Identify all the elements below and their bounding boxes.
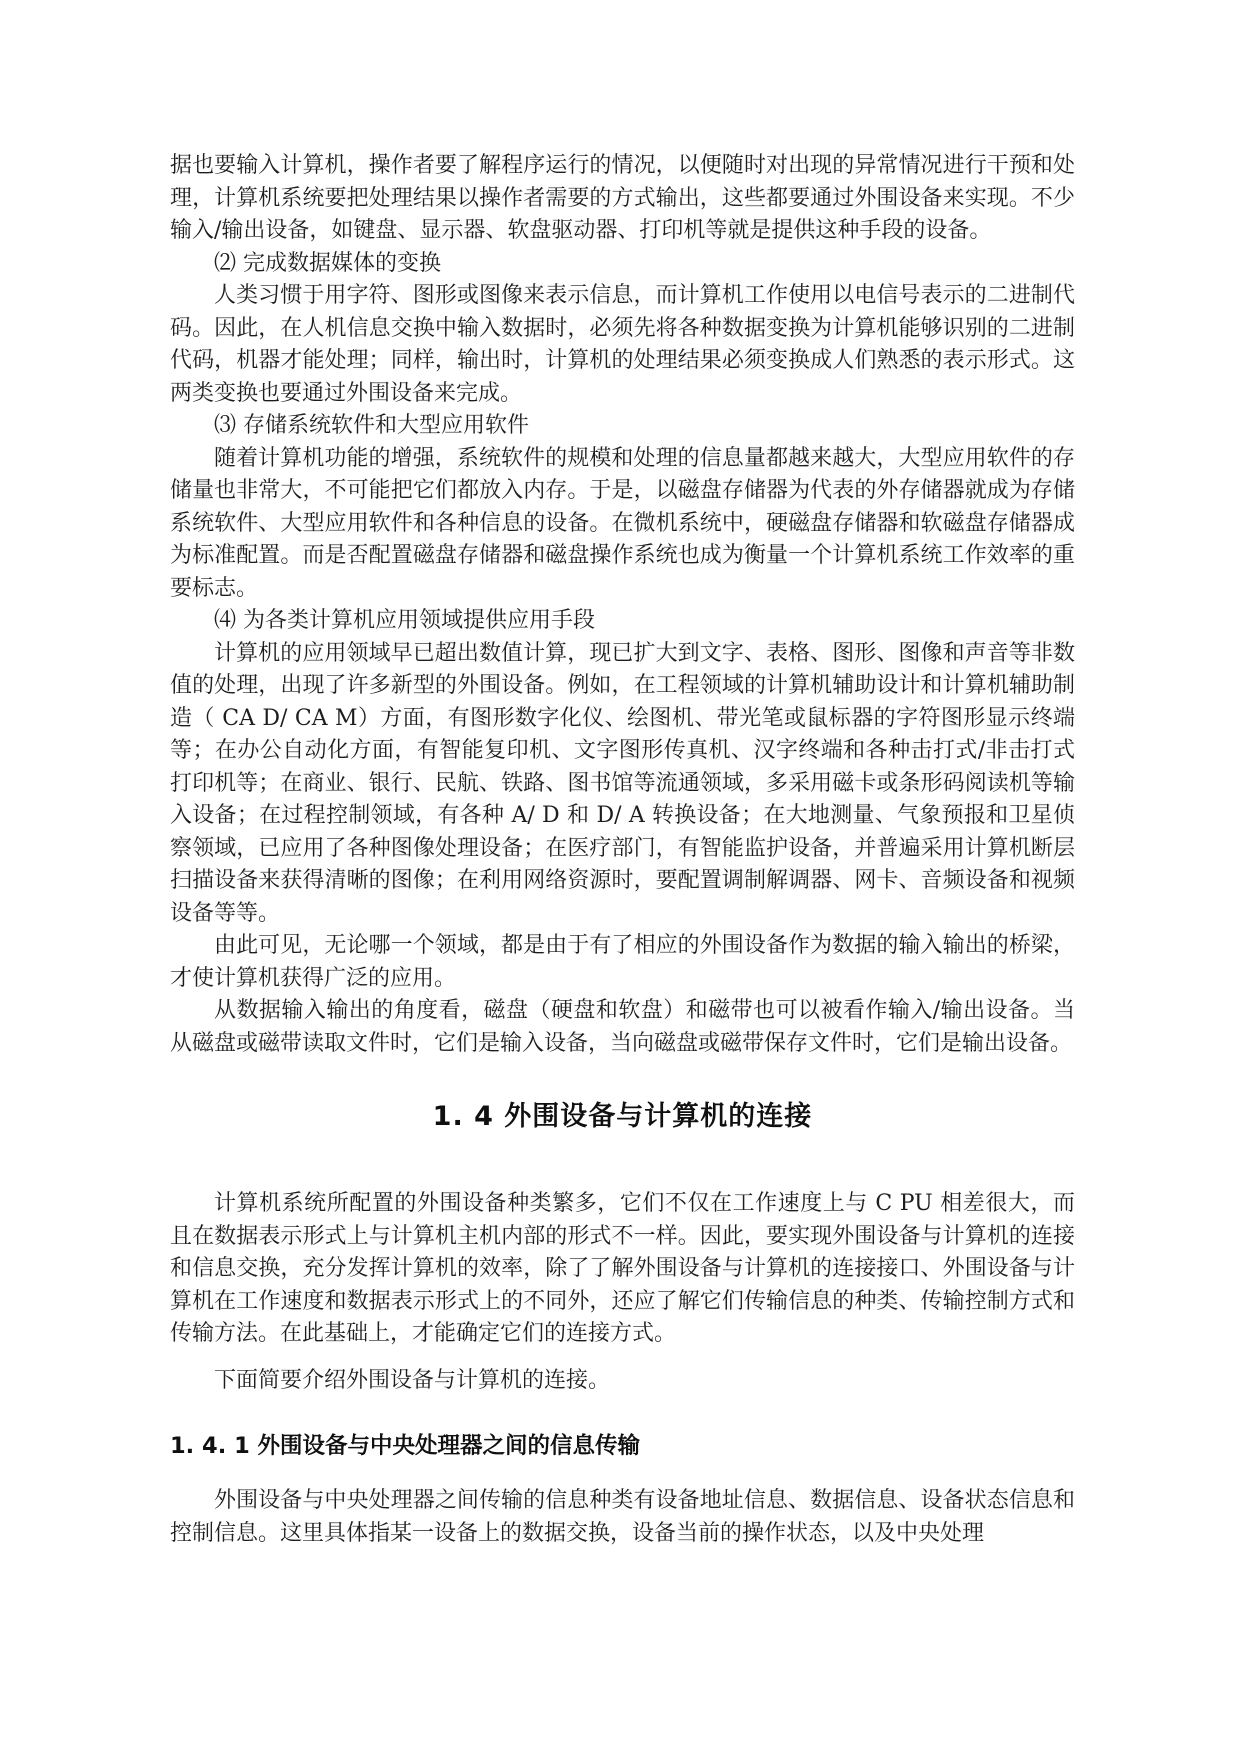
paragraph-section-intro: 计算机系统所配置的外围设备种类繁多，它们不仅在工作速度上与 C PU 相差很大，而且在数据表示形式上与计算机主机内部的形式不一样。因此，要实现外围设备与计算机的连接和信息交换，充分发挥计算机的效率，除了了解外围设备与计算机的连接接口、外围设备与计算机在工作速度和数据表示形式上的不同外，还应了解它们传输信息的种类、传输控制方式和传输方法。在此基础上，才能确定它们的连接方式。: [170, 1191, 1075, 1346]
paragraph-continuation: 据也要输入计算机，操作者要了解程序运行的情况，以便随时对出现的异常情况进行干预和处理，计算机系统要把处理结果以操作者需要的方式输出，这些都要通过外围设备来实现。不少输入/输出设备，如键盘、显示器、软盘驱动器、打印机等就是提供这种手段的设备。: [170, 153, 1075, 243]
paragraph-conclusion: 由此可见，无论哪一个领域，都是由于有了相应的外围设备作为数据的输入输出的桥梁，才使计算机获得广泛的应用。: [170, 933, 1075, 991]
paragraph-item-2: 人类习惯于用字符、图形或图像来表示信息，而计算机工作使用以电信号表示的二进制代码。因此，在人机信息交换中输入数据时，必须先将各种数据变换为计算机能够识别的二进制代码，机器才能处理；同样，输出时，计算机的处理结果必须变换成人们熟悉的表示形式。这两类变换也要通过外围设备来完成。: [170, 283, 1075, 406]
list-item-2-title: ⑵ 完成数据媒体的变换: [214, 250, 441, 276]
list-item-4-title: ⑷ 为各类计算机应用领域提供应用手段: [214, 608, 595, 633]
subsection-heading-1-4-1: 1. 4. 1 外围设备与中央处理器之间的信息传输: [170, 1433, 641, 1459]
section-heading-1-4: 1. 4 外围设备与计算机的连接: [432, 1101, 813, 1132]
paragraph-item-4: 计算机的应用领域早已超出数值计算，现已扩大到文字、表格、图形、图像和声音等非数值的处理，出现了许多新型的外围设备。例如，在工程领域的计算机辅助设计和计算机辅助制造（ CA D/ CA M）方面，有图形数字化仪、绘图机、带光笔或鼠标器的字符图形显示终端等；在办公自动化方面，有智能复印机、文字图形传真机、汉字终端和各种击打式/非击打式打印机等；在商业、银行、民航、铁路、图书馆等流通领域，多采用磁卡或条形码阅读机等输入设备；在过程控制领域，有各种 A/ D 和 D/ A 转换设备；在大地测量、气象预报和卫星侦察领域，已应用了各种图像处理设备；在医疗部门，有智能监护设备，并普遍采用计算机断层扫描设备来获得清晰的图像；在利用网络资源时，要配置调制解调器、网卡、音频设备和视频设备等等。: [170, 640, 1075, 926]
paragraph-subsection-body: 外围设备与中央处理器之间传输的信息种类有设备地址信息、数据信息、设备状态信息和控制信息。这里具体指某一设备上的数据交换，设备当前的操作状态，以及中央处理: [170, 1488, 1075, 1546]
list-item-3-title: ⑶ 存储系统软件和大型应用软件: [214, 413, 529, 438]
paragraph-item-3: 随着计算机功能的增强，系统软件的规模和处理的信息量都越来越大，大型应用软件的存储量也非常大，不可能把它们都放入内存。于是，以磁盘存储器为代表的外存储器就成为存储系统软件、大型应用软件和各种信息的设备。在微机系统中，硬磁盘存储器和软磁盘存储器成为标准配置。而是否配置磁盘存储器和磁盘操作系统也成为衡量一个计算机系统工作效率的重要标志。: [170, 445, 1075, 601]
paragraph-lead-in: 下面简要介绍外围设备与计算机的连接。: [214, 1367, 611, 1393]
paragraph-io-view: 从数据输入输出的角度看，磁盘（硬盘和软盘）和磁带也可以被看作输入/输出设备。当从磁盘或磁带读取文件时，它们是输入设备，当向磁盘或磁带保存文件时，它们是输出设备。: [170, 998, 1075, 1056]
